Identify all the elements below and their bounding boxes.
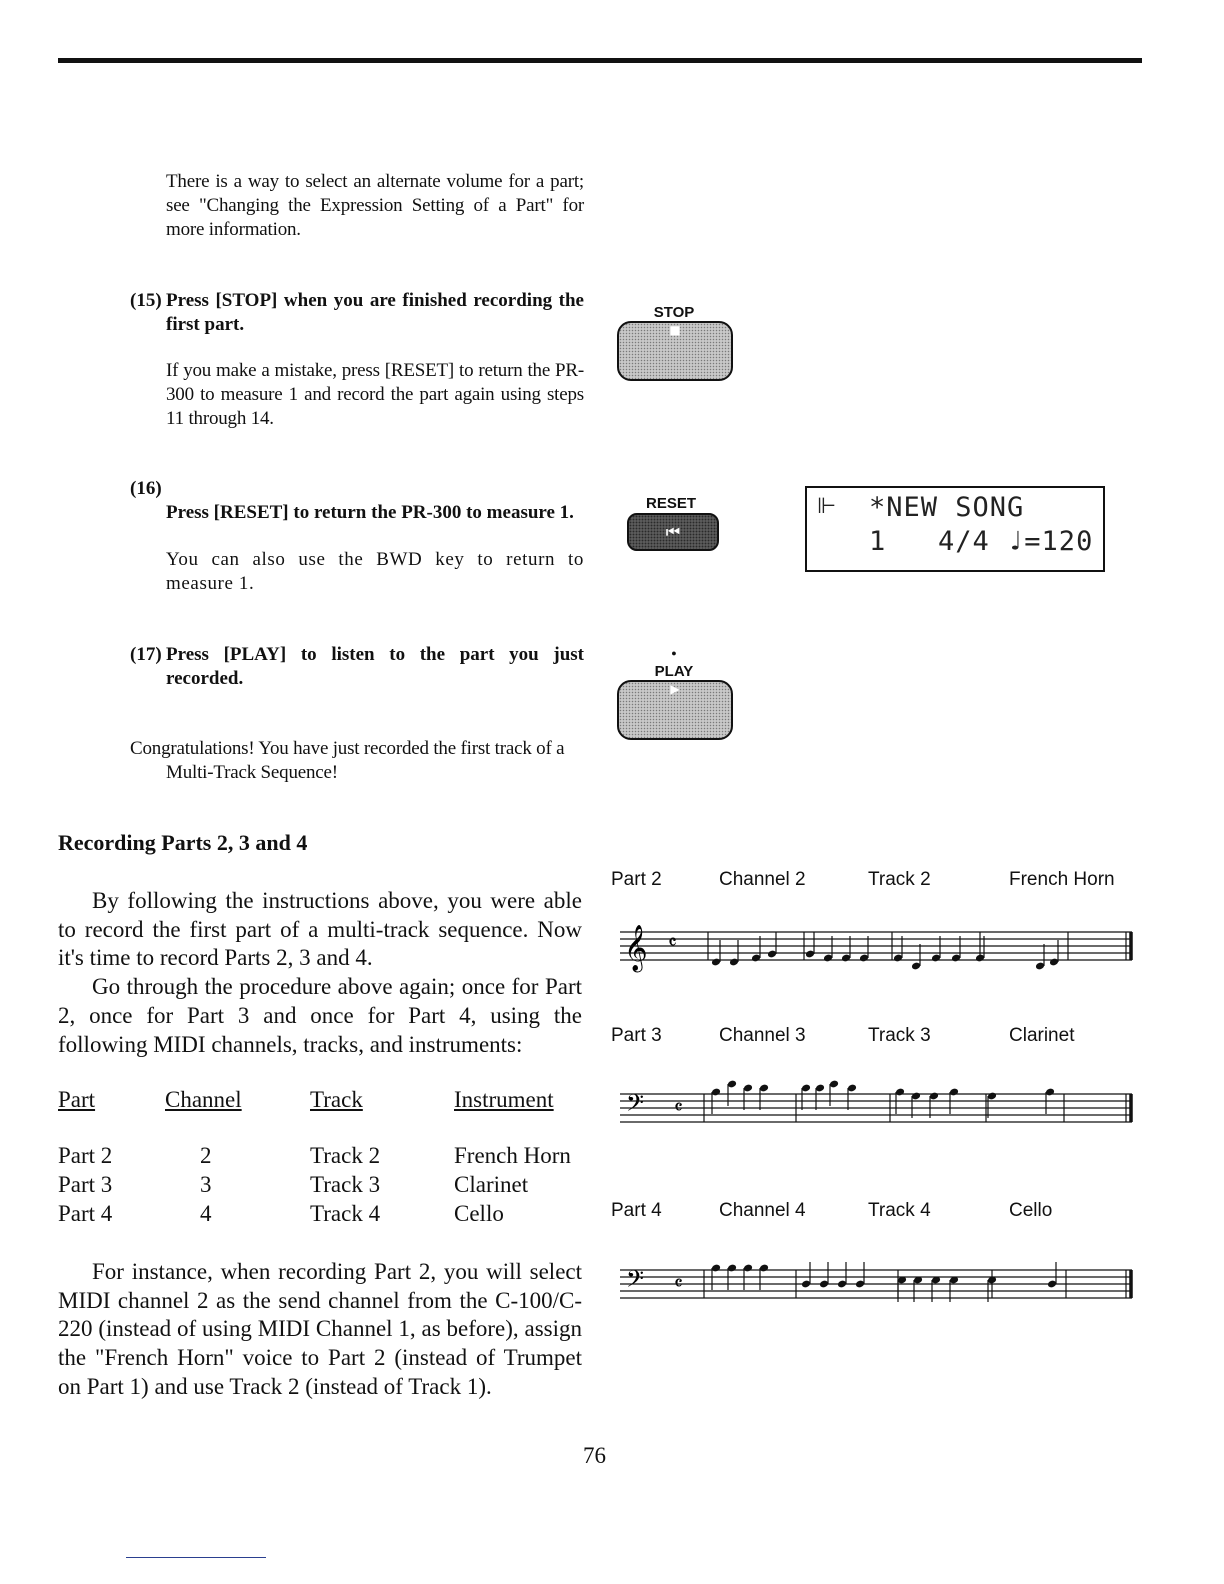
stop-button-label: STOP — [653, 304, 695, 321]
reset-button[interactable] — [627, 513, 719, 551]
lcd-display — [805, 486, 1105, 572]
lcd-arrow-icon: ⊩ — [817, 494, 838, 519]
staff-4-part: Part 4 — [611, 1200, 662, 1221]
congrats-text: Congratulations! You have just recorded the first track of a Multi-Track Sequence! — [130, 738, 565, 783]
staff-part-2 — [620, 918, 1136, 974]
step-16-detail: You can also use the BWD key to return to measure 1. — [166, 549, 584, 594]
reset-button-label: RESET — [645, 495, 696, 512]
intro-paragraphs — [58, 887, 582, 1059]
step-16-number: (16) — [130, 478, 162, 499]
paragraph-2: Go through the procedure above again; once for Part 2, once for Part 3 and once for Part 4, using the following MIDI channels, tracks, and instruments: — [58, 974, 582, 1057]
step-17-title — [130, 643, 584, 691]
table-cell: Clarinet — [454, 1172, 529, 1197]
staff-4-channel: Channel 4 — [719, 1200, 806, 1221]
step-16-title — [130, 477, 584, 525]
table-header-instrument: Instrument — [454, 1087, 554, 1112]
closing-paragraph-wrap — [58, 1258, 582, 1402]
step-15-text: Press [STOP] when you are finished recording the first part. — [166, 290, 584, 335]
step-16-text: Press [RESET] to return the PR-300 to measure 1. — [166, 502, 574, 523]
staff-2-track: Track 2 — [868, 869, 931, 890]
play-dot-icon: ● — [671, 648, 677, 658]
lcd-line-1: *NEW SONG — [869, 492, 1025, 523]
staff-part-3 — [620, 1080, 1136, 1136]
table-cell: Part 2 — [58, 1143, 113, 1168]
bass-clef-icon: 𝄢 — [626, 1089, 645, 1122]
staff-2-part: Part 2 — [611, 869, 662, 890]
treble-clef-icon: 𝄞 — [624, 925, 648, 971]
staff-3-part: Part 3 — [611, 1025, 662, 1046]
time-signature-icon: 𝄴 — [668, 930, 677, 954]
staff-4-instrument: Cello — [1009, 1200, 1053, 1221]
staff-part-4 — [620, 1256, 1136, 1312]
paragraph-1: By following the instructions above, you were able to record the first part of a multi-track sequence. Now it's time to record Parts 2, 3 and 4. — [58, 888, 582, 971]
closing-paragraph: For instance, when recording Part 2, you will select MIDI channel 2 as the send channel from the C-100/C-220 (instead of using MIDI Channel 1, as before), assign the "French Horn" voice to Part 2 (instead of Trumpet on Part 1) and use Track 2 (instead of Track 1). — [58, 1259, 582, 1399]
time-signature-icon: 𝄴 — [674, 1271, 683, 1295]
staff-2-instrument: French Horn — [1009, 869, 1115, 890]
table-cell: 4 — [200, 1201, 212, 1226]
page-number: 76 — [583, 1443, 606, 1468]
table-cell: 3 — [200, 1172, 212, 1197]
staff-3-instrument: Clarinet — [1009, 1025, 1075, 1046]
section-heading: Recording Parts 2, 3 and 4 — [58, 830, 308, 855]
staff-3-channel: Channel 3 — [719, 1025, 806, 1046]
table-cell: Track 3 — [310, 1172, 381, 1197]
table-header-track: Track — [310, 1087, 363, 1112]
top-rule — [58, 58, 1142, 63]
step-17-text: Press [PLAY] to listen to the part you just recorded. — [166, 644, 584, 689]
table-header-channel: Channel — [165, 1087, 242, 1112]
step-15-number: (15) — [130, 290, 162, 311]
table-cell: Part 3 — [58, 1172, 113, 1197]
table-header-part: Part — [58, 1087, 96, 1112]
assignment-table — [58, 1087, 588, 1237]
step-15-title — [130, 289, 584, 337]
staff-3-track: Track 3 — [868, 1025, 931, 1046]
play-icon: ▶ — [670, 682, 680, 696]
reset-icon: ⏮ — [665, 522, 681, 541]
play-button[interactable] — [617, 680, 733, 740]
staff-4-track: Track 4 — [868, 1200, 931, 1221]
step-15-detail: If you make a mistake, press [RESET] to return the PR-300 to measure 1 and record the part again using steps 11 through 14. — [166, 360, 584, 429]
stop-button[interactable] — [617, 321, 733, 381]
lcd-line-2: 1 4/4 ♩=120 — [869, 526, 1094, 557]
table-cell: Track 4 — [310, 1201, 381, 1226]
staff-2-channel: Channel 2 — [719, 869, 806, 890]
table-cell: French Horn — [454, 1143, 571, 1168]
time-signature-icon: 𝄴 — [674, 1095, 683, 1119]
note-paragraph: There is a way to select an alternate volume for a part; see "Changing the Expression Setting of a Part" for more information. — [166, 171, 584, 240]
footer-rule — [126, 1557, 266, 1558]
step-17-number: (17) — [130, 644, 162, 665]
table-cell: Track 2 — [310, 1143, 381, 1168]
play-button-label: PLAY — [654, 663, 694, 680]
bass-clef-icon: 𝄢 — [626, 1265, 645, 1298]
table-cell: Cello — [454, 1201, 504, 1226]
table-cell: 2 — [200, 1143, 212, 1168]
stop-icon: ■ — [669, 323, 681, 337]
table-cell: Part 4 — [58, 1201, 113, 1226]
